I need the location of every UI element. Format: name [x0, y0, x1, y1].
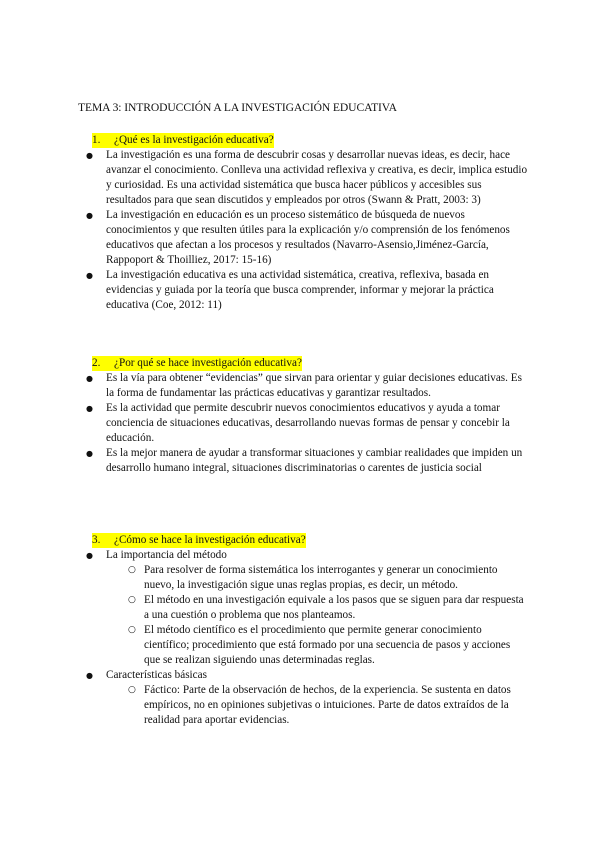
list-item-group	[78, 668, 528, 728]
section-2	[78, 356, 528, 476]
section-title: ¿Por qué se hace investigación educativa?	[114, 357, 302, 369]
section-heading	[92, 533, 528, 548]
group-label: La importancia del método	[106, 549, 227, 561]
section-number: 3.	[92, 533, 114, 548]
group-label: Características básicas	[106, 669, 207, 681]
section-heading	[92, 133, 528, 148]
sub-list-item: ○ El método científico es el procedimiento que permite generar conocimiento científico; procedimiento que está formado por una secuencia de pasos y acciones que se realizan siguiendo unas determinadas reglas.	[78, 623, 528, 668]
bullet-list	[78, 371, 528, 476]
document-title: TEMA 3: INTRODUCCIÓN A LA INVESTIGACIÓN EDUCATIVA	[78, 101, 397, 114]
list-item: ● La investigación educativa es una actividad sistemática, creativa, reflexiva, basada en evidencias y guiada por la teoría que busca comprender, informar y mejorar la práctica educativa (Coe, 2012: 11)	[78, 268, 528, 313]
section-title: ¿Qué es la investigación educativa?	[114, 134, 274, 146]
section-heading	[92, 356, 528, 371]
list-item: ● La investigación es una forma de descubrir cosas y desarrollar nuevas ideas, es decir, hace avanzar el conocimiento. Conlleva una actividad reflexiva y creativa, es decir, implica estudio y curiosidad. Es una actividad sistemática que busca hacer públicos y accesibles sus resultados para que sean discutidos y empleados por otros (Swann & Pratt, 2003: 3)	[78, 148, 528, 208]
section-number: 1.	[92, 133, 114, 148]
list-item-group	[78, 548, 528, 668]
section-1	[78, 133, 528, 313]
sub-bullet-list	[78, 563, 528, 668]
section-number: 2.	[92, 356, 114, 371]
list-item: ● Es la vía para obtener “evidencias” que sirvan para orientar y guiar decisiones educativas. Es la forma de fundamentar las prácticas educativas y garantizar resultados.	[78, 371, 528, 401]
sub-bullet-list	[78, 683, 528, 728]
sub-list-item: ○ Fáctico: Parte de la observación de hechos, de la experiencia. Se sustenta en datos empíricos, no en opiniones subjetivas o intuiciones. Parte de datos extraídos de la realidad para aportar evidencias.	[78, 683, 528, 728]
sub-list-item: ○ Para resolver de forma sistemática los interrogantes y generar un conocimiento nuevo, la investigación sigue unas reglas propias, es decir, un método.	[78, 563, 528, 593]
list-item: ● La investigación en educación es un proceso sistemático de búsqueda de nuevos conocimientos y que resulten útiles para la explicación y/o comprensión de los fenómenos educativos que afectan a los procesos y resultados (Navarro-Asensio,Jiménez-García, Rappoport & Thoilliez, 2017: 15-16)	[78, 208, 528, 268]
section-3	[78, 533, 528, 728]
list-item: ● Es la mejor manera de ayudar a transformar situaciones y cambiar realidades que impiden un desarrollo humano integral, situaciones discriminatorias o carentes de justicia social	[78, 446, 528, 476]
list-item: ● Es la actividad que permite descubrir nuevos conocimientos educativos y ayuda a tomar conciencia de situaciones educativas, desarrollando nuevas formas de pensar y concebir la educación.	[78, 401, 528, 446]
sub-list-item: ○ El método en una investigación equivale a los pasos que se siguen para dar respuesta a una cuestión o problema que nos planteamos.	[78, 593, 528, 623]
bullet-list	[78, 148, 528, 313]
section-title: ¿Cómo se hace la investigación educativa?	[114, 534, 306, 546]
bullet-list	[78, 548, 528, 728]
